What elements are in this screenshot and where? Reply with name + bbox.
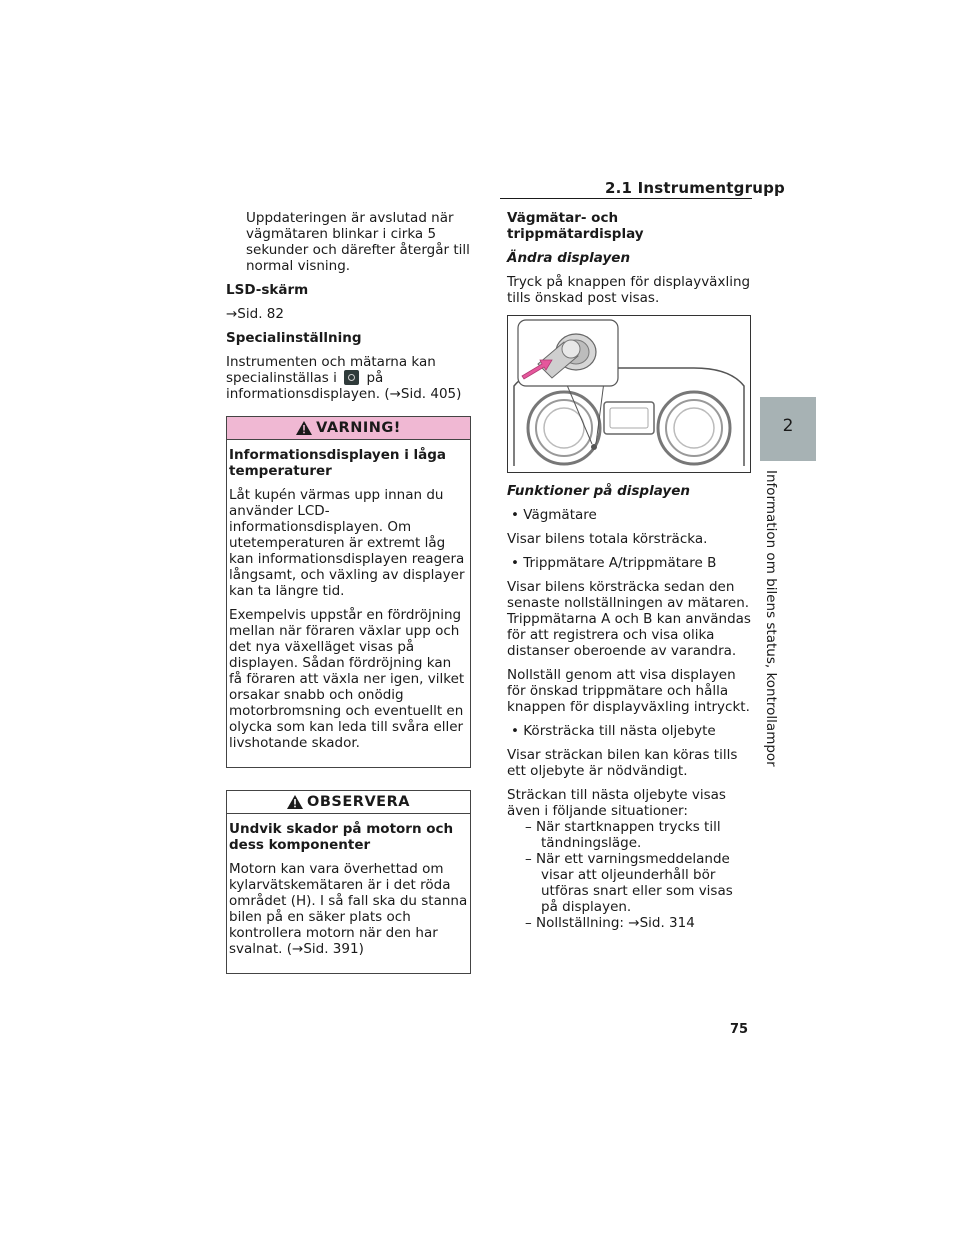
right-column — [507, 210, 752, 306]
warning-title: Informationsdisplayen i låga temperaturer — [229, 447, 447, 479]
oil-change-text-2: Sträckan till nästa oljebyte visas även i följande situationer: — [507, 787, 726, 819]
special-text — [226, 354, 471, 402]
intro-text: Uppdateringen är avslutad när vägmätaren blinkar i cirka 5 sekunder och därefter återgår till normal visning. — [246, 210, 470, 274]
special-text-b: på informationsdisplayen. (→Sid. 405) — [226, 370, 462, 402]
odometer-heading: Vägmätar- och trippmätardisplay — [507, 210, 644, 242]
special-text-a: Instrumenten och mätarna kan specialinställas i — [226, 354, 436, 386]
caution-box — [226, 790, 471, 974]
chapter-number: 2 — [782, 416, 794, 436]
dash-item-1: – När startknappen trycks till tändningsläge. — [525, 819, 721, 851]
change-display-text: Tryck på knappen för displayväxling tills önskad post visas. — [507, 274, 751, 306]
special-heading: Specialinställning — [226, 330, 362, 346]
tripmeter-text-1: Visar bilens körsträcka sedan den senaste nollställningen av mätaren. Trippmätarna A och B kan användas för att registrera och visa olika distanser oberoende av varandra. — [507, 579, 751, 659]
warning-body — [227, 440, 470, 767]
section-header: 2.1 Instrumentgrupp — [605, 179, 785, 197]
instrument-cluster-illustration — [508, 316, 750, 472]
settings-gear-icon — [344, 370, 359, 385]
page-number: 75 — [730, 1022, 749, 1037]
chapter-title: Information om bilens status, kontrollampor — [763, 470, 779, 767]
caution-paragraph-1: Motorn kan vara överhettad om kylarvätskemätaren är i det röda området (H). I så fall ska du stanna bilen på en säker plats och kontrollera motorn när den har svalnat. (→Sid. 391) — [229, 861, 468, 957]
lcd-reference: →Sid. 82 — [226, 306, 284, 322]
dash-item-3: – Nollställning: →Sid. 314 — [525, 915, 695, 931]
warning-box — [226, 416, 471, 768]
bullet-oil-change: • Körsträcka till nästa oljebyte — [511, 723, 716, 739]
caution-title: Undvik skador på motorn och dess komponenter — [229, 821, 454, 853]
right-column-lower — [507, 483, 752, 931]
warning-label: VARNING! — [316, 420, 401, 436]
warning-header — [227, 417, 470, 440]
bullet-odometer: • Vägmätare — [511, 507, 597, 523]
warning-paragraph-2: Exempelvis uppstår en fördröjning mellan när föraren växlar upp och det nya växelläget visas på displayen. Sådan fördröjning kan få föraren att växla ner igen, vilket orsakar snabb och onödig motorbromsning och eventuellt en olycka som kan leda till svåra eller livshotande skador. — [229, 607, 465, 751]
warning-paragraph-1: Låt kupén värmas upp innan du använder LCD-informationsdisplayen. Om utetemperaturen är extremt låg kan informationsdisplayen reagera långsamt, och växling av displayer kan ta längre tid. — [229, 487, 465, 599]
caution-triangle-icon — [287, 795, 303, 809]
caution-header — [227, 791, 470, 814]
display-functions-subheading: Funktioner på displayen — [507, 483, 690, 499]
warning-triangle-icon — [296, 421, 312, 435]
caution-body — [227, 814, 470, 973]
lcd-heading: LSD-skärm — [226, 282, 309, 298]
odometer-text: Visar bilens totala körsträcka. — [507, 531, 708, 547]
bullet-tripmeter: • Trippmätare A/trippmätare B — [511, 555, 717, 571]
change-display-subheading: Ändra displayen — [507, 250, 631, 266]
left-column — [226, 210, 471, 974]
oil-change-text-1: Visar sträckan bilen kan köras tills ett oljebyte är nödvändigt. — [507, 747, 738, 779]
tripmeter-text-2: Nollställ genom att visa displayen för önskad trippmätare och hålla knappen för displayväxling intryckt. — [507, 667, 750, 715]
header-rule — [500, 198, 752, 199]
dash-item-2: – När ett varningsmeddelande visar att oljeunderhåll bör utföras snart eller som visas på displayen. — [525, 851, 733, 915]
instrument-cluster-figure — [507, 315, 751, 473]
caution-label: OBSERVERA — [307, 794, 410, 810]
